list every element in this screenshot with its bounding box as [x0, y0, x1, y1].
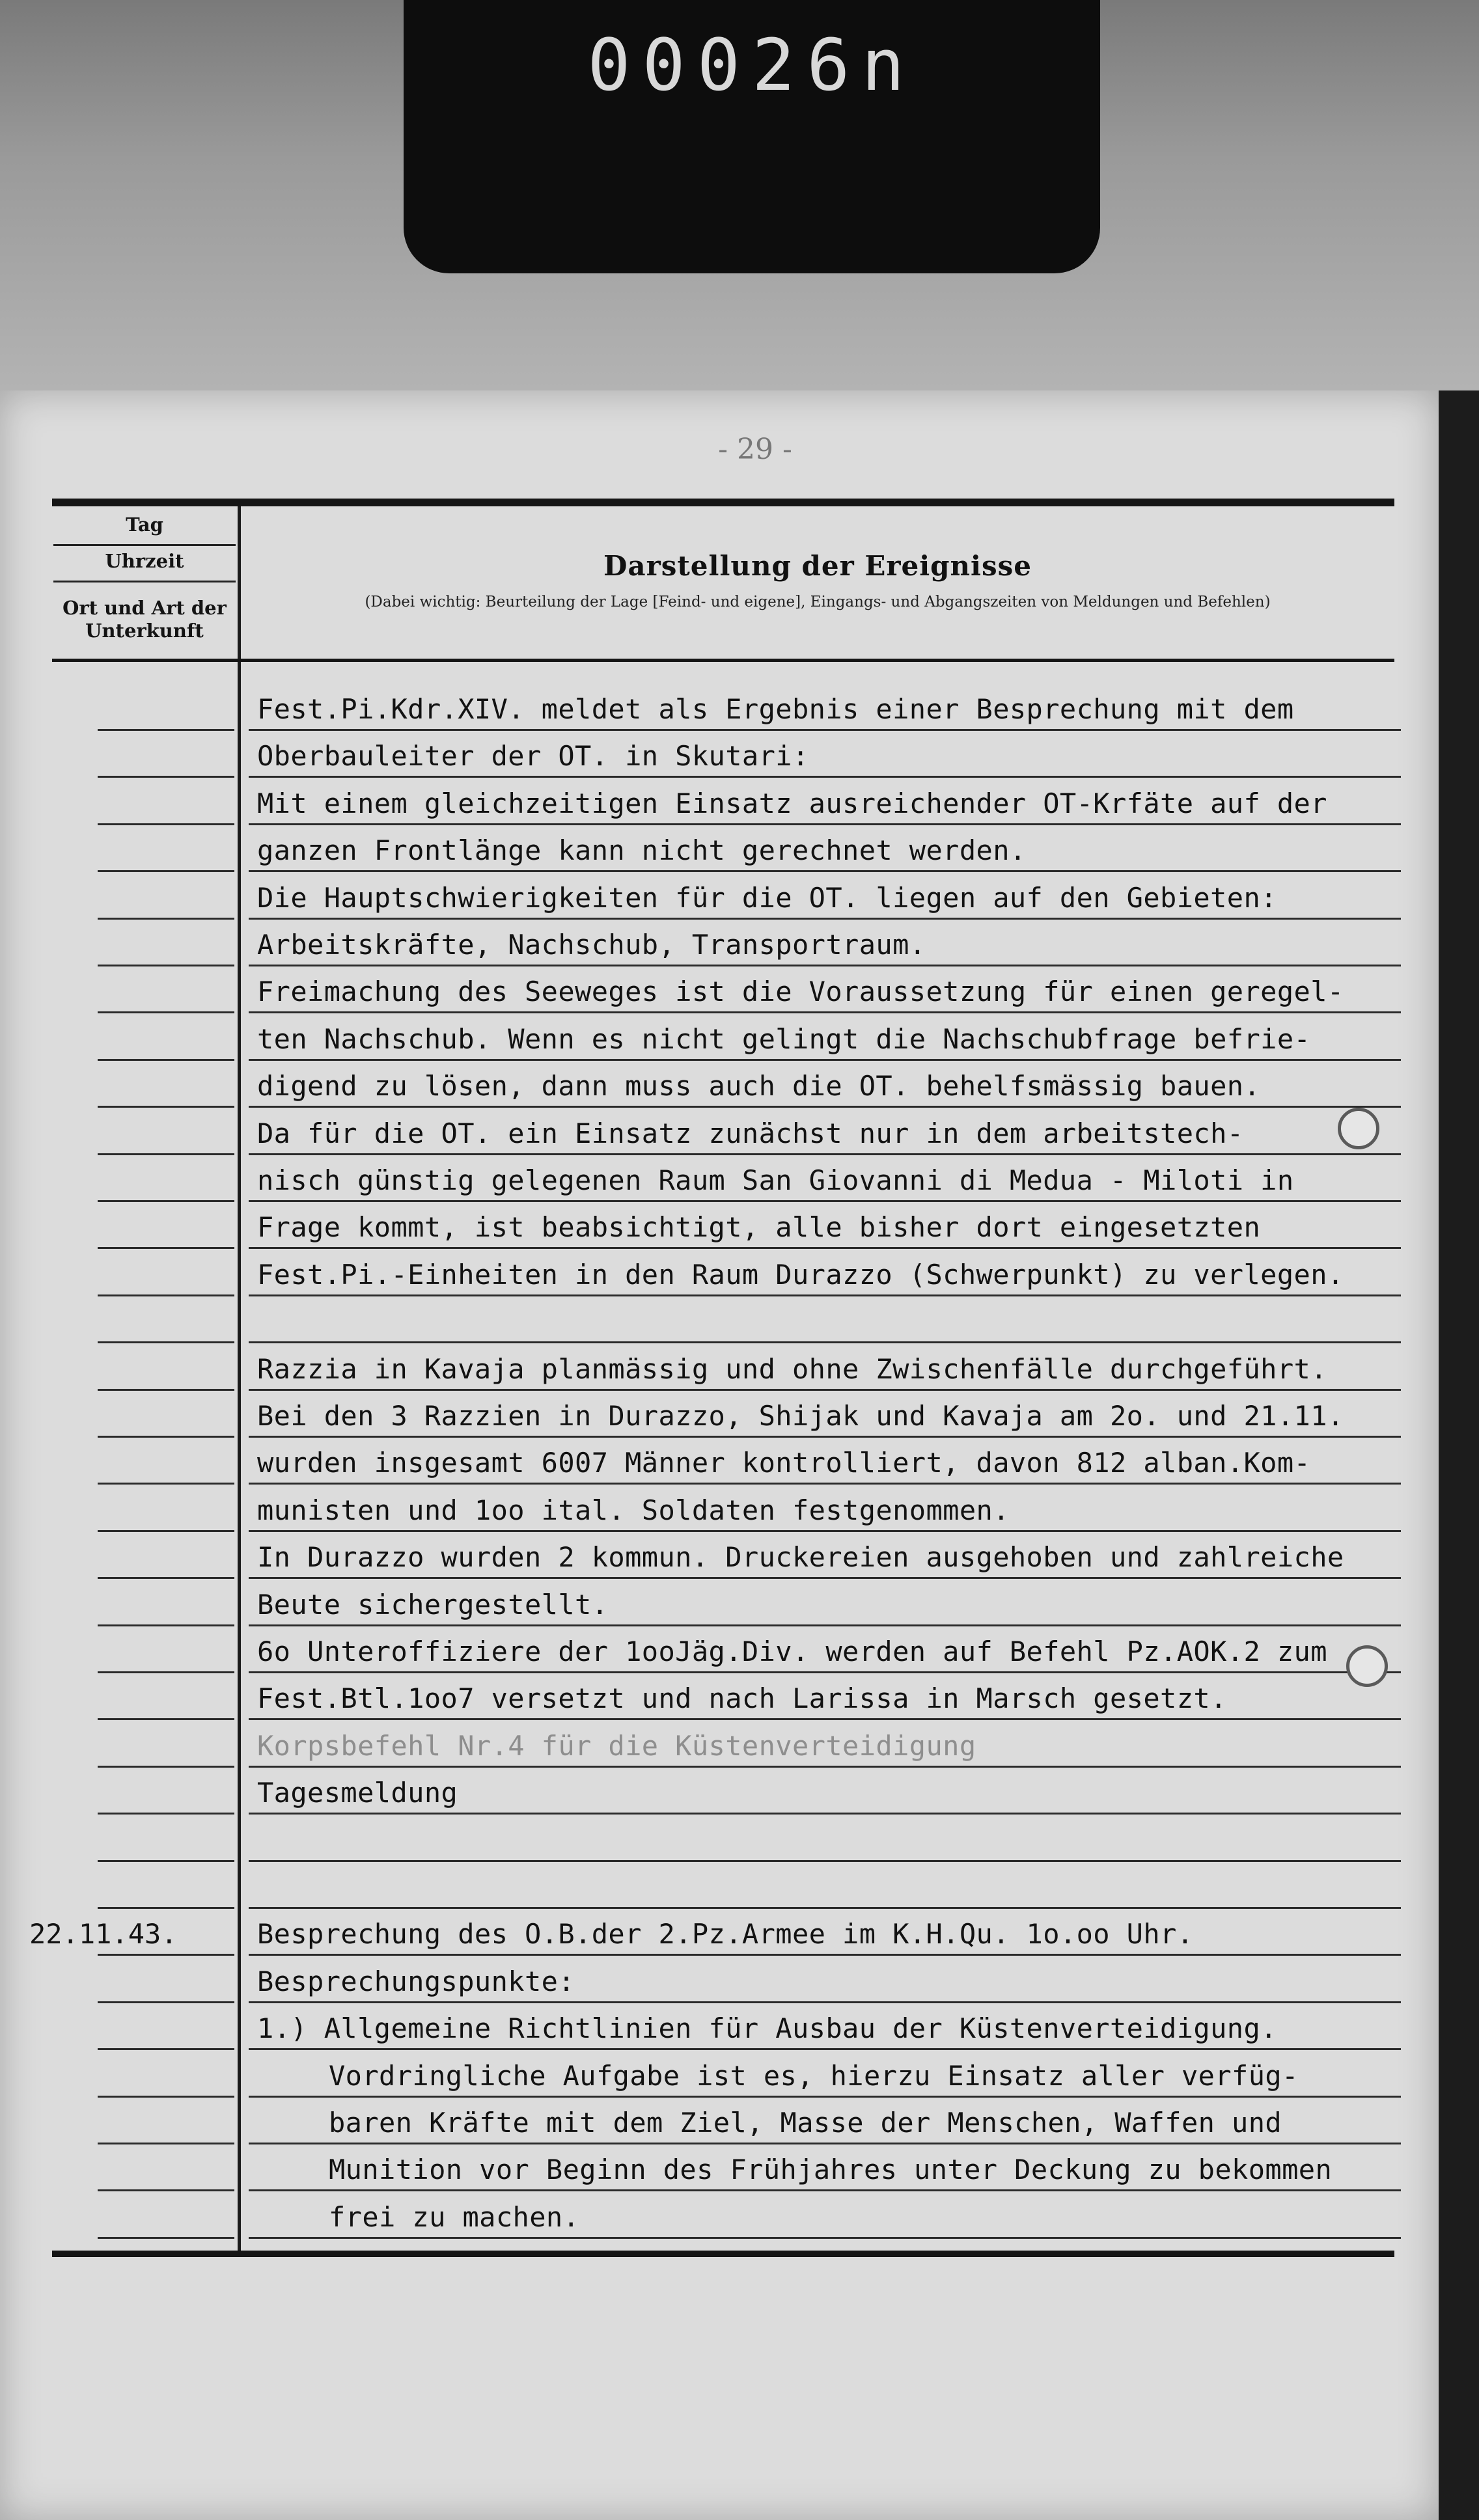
ruled-line-left [98, 729, 234, 731]
ruled-line-left [98, 1200, 234, 1202]
entry-date [29, 1962, 231, 2001]
entry-date [29, 1538, 231, 1577]
ruled-line-left [98, 870, 234, 872]
table-bottom-rule [52, 2251, 1394, 2257]
entry-text: baren Kräfte mit dem Ziel, Masse der Menschen, Waffen und [329, 2107, 1282, 2139]
ruled-line [249, 2237, 1401, 2239]
entry-text: 6o Unteroffiziere der 1ooJäg.Div. werden auf Befehl Pz.AOK.2 zum [257, 1636, 1327, 1667]
header-label-tag: Tag [126, 514, 163, 536]
ruled-line [249, 2143, 1401, 2144]
entry-text: Tagesmeldung [257, 1777, 458, 1809]
ruled-line-left [98, 1341, 234, 1343]
ruled-line-left [98, 1530, 234, 1532]
ruled-line [249, 1530, 1401, 1532]
entry-date [29, 1208, 231, 1247]
entry-date [29, 2057, 231, 2096]
entry-date [29, 925, 231, 965]
ruled-line-left [98, 1813, 234, 1815]
entry-text: digend zu lösen, dann muss auch die OT. behelfsmässig bauen. [257, 1070, 1261, 1102]
entry-date [29, 737, 231, 776]
ruled-line [249, 2001, 1401, 2003]
entry-text: 1.) Allgemeine Richtlinien für Ausbau der Küstenverteidigung. [257, 2012, 1277, 2044]
entry-text: Besprechungspunkte: [257, 1965, 575, 1997]
ruled-line-left [98, 1766, 234, 1768]
ruled-line [249, 965, 1401, 966]
header-label-ort: Ort und Art der [62, 597, 227, 619]
ruled-line [249, 1577, 1401, 1579]
ruled-line-left [98, 776, 234, 778]
entry-text: ten Nachschub. Wenn es nicht gelingt die Nachschubfrage befrie- [257, 1023, 1311, 1055]
entry-text: ganzen Frontlänge kann nicht gerechnet werden. [257, 834, 1027, 866]
page-number: - 29 - [718, 433, 792, 466]
ruled-line-left [98, 965, 234, 966]
ruled-line-left [98, 1389, 234, 1391]
ruled-line [249, 1341, 1401, 1343]
ruled-line [249, 1200, 1401, 1202]
entry-text: frei zu machen. [329, 2201, 580, 2233]
entry-date [29, 784, 231, 823]
ruled-line-left [98, 1718, 234, 1720]
ruled-line-left [98, 1059, 234, 1061]
ruled-line-left [98, 1106, 234, 1108]
entry-text: Arbeitskräfte, Nachschub, Transportraum. [257, 929, 926, 961]
ruled-line-left [98, 1954, 234, 1956]
ruled-line-left [98, 1011, 234, 1013]
entry-text: Bei den 3 Razzien in Durazzo, Shijak und Kavaja am 2o. und 21.11. [257, 1400, 1344, 1432]
ruled-line [249, 1294, 1401, 1296]
entry-text: Razzia in Kavaja planmässig und ohne Zwischenfälle durchgeführt. [257, 1353, 1327, 1385]
ruled-line-left [98, 2096, 234, 2098]
ruled-line-left [98, 1483, 234, 1485]
entry-text [257, 1821, 1403, 1860]
entry-text: Die Hauptschwierigkeiten für die OT. liegen auf den Gebieten: [257, 882, 1277, 914]
ruled-line [249, 870, 1401, 872]
ruled-line-left [98, 1671, 234, 1673]
entry-date: 22.11.43. [29, 1918, 178, 1950]
entry-date [29, 1632, 231, 1671]
entry-text: Fest.Pi.Kdr.XIV. meldet als Ergebnis einer Besprechung mit dem [257, 693, 1294, 725]
entry-date [29, 2198, 231, 2237]
entry-date [29, 2150, 231, 2189]
ruled-line-left [98, 1577, 234, 1579]
entry-text: Da für die OT. ein Einsatz zunächst nur in dem arbeitstech- [257, 1117, 1244, 1149]
ruled-line-left [98, 1294, 234, 1296]
entry-text: Besprechung des O.B.der 2.Pz.Armee im K.H.Qu. 1o.oo Uhr. [257, 1918, 1194, 1950]
ruled-line-left [98, 1247, 234, 1249]
entry-text [257, 1302, 1403, 1341]
ruled-line-left [98, 1860, 234, 1862]
punch-hole [1338, 1108, 1379, 1149]
ruled-line [249, 1860, 1401, 1862]
archive-counter-device [404, 0, 1100, 273]
ruled-line [249, 1247, 1401, 1249]
header-title: Darstellung der Ereignisse [603, 550, 1032, 582]
entry-date [29, 1020, 231, 1059]
ruled-line [249, 1766, 1401, 1768]
header-divider [53, 544, 236, 546]
entry-text: Frage kommt, ist beabsichtigt, alle bisher dort eingesetzten [257, 1211, 1261, 1243]
entry-date [29, 1491, 231, 1530]
ruled-line [249, 1153, 1401, 1155]
entry-date [29, 1868, 231, 1907]
entry-text [257, 1868, 1403, 1907]
ruled-line [249, 918, 1401, 920]
entry-date [29, 1161, 231, 1200]
entry-date [29, 1444, 231, 1483]
entry-text: In Durazzo wurden 2 kommun. Druckereien ausgehoben und zahlreiche [257, 1541, 1344, 1573]
entry-text: wurden insgesamt 6007 Männer kontrolliert, davon 812 alban.Kom- [257, 1447, 1311, 1479]
ruled-line [249, 1483, 1401, 1485]
entry-date [29, 1397, 231, 1436]
entry-text: Fest.Pi.-Einheiten in den Raum Durazzo (Schwerpunkt) zu verlegen. [257, 1259, 1344, 1291]
film-right-edge [1439, 390, 1479, 2520]
entry-text: Munition vor Beginn des Frühjahres unter Deckung zu bekommen [329, 2154, 1333, 2185]
header-label-unterkunft: Unterkunft [85, 620, 204, 642]
ruled-line-left [98, 1624, 234, 1626]
ruled-line [249, 1671, 1401, 1673]
entry-date [29, 1067, 231, 1106]
table-top-rule [52, 499, 1394, 506]
ruled-line [249, 1011, 1401, 1013]
ruled-line-left [98, 2189, 234, 2191]
ruled-line [249, 1389, 1401, 1391]
entry-text: Beute sichergestellt. [257, 1589, 609, 1621]
entry-date [29, 1585, 231, 1624]
entry-date [29, 690, 231, 729]
ruled-line-left [98, 2143, 234, 2144]
ruled-line-left [98, 2048, 234, 2050]
entry-date [29, 1774, 231, 1813]
ruled-line [249, 729, 1401, 731]
entry-date [29, 1821, 231, 1860]
ruled-line-left [98, 1436, 234, 1438]
ruled-line [249, 1436, 1401, 1438]
entry-text: Korpsbefehl Nr.4 für die Küstenverteidigung [257, 1730, 976, 1762]
entry-date [29, 1302, 231, 1341]
entry-text: Mit einem gleichzeitigen Einsatz ausreichender OT-Krfäte auf der [257, 788, 1327, 819]
ruled-line [249, 2189, 1401, 2191]
entry-text: nisch günstig gelegenen Raum San Giovanni di Medua - Miloti in [257, 1164, 1294, 1196]
ruled-line [249, 1813, 1401, 1815]
ruled-line-left [98, 1907, 234, 1909]
entry-date [29, 831, 231, 870]
ruled-line [249, 776, 1401, 778]
entry-text: Fest.Btl.1oo7 versetzt und nach Larissa in Marsch gesetzt. [257, 1682, 1227, 1714]
left-column-header [53, 506, 236, 659]
entry-text: Vordringliche Aufgabe ist es, hierzu Einsatz aller verfüg- [329, 2060, 1299, 2092]
column-divider [238, 506, 241, 2251]
ruled-line [249, 1106, 1401, 1108]
header-subtitle: (Dabei wichtig: Beurteilung der Lage [Feind- und eigene], Eingangs- und Abgangszeiten von Meldungen und Befehlen) [365, 594, 1271, 610]
ruled-line-left [98, 1153, 234, 1155]
header-label-uhrzeit: Uhrzeit [105, 550, 184, 572]
ruled-line [249, 1954, 1401, 1956]
entry-text: munisten und 1oo ital. Soldaten festgenommen. [257, 1494, 1010, 1526]
header-divider [53, 581, 236, 582]
header-bottom-rule [52, 659, 1394, 662]
ruled-line [249, 1907, 1401, 1909]
ruled-line [249, 2096, 1401, 2098]
ruled-line-left [98, 2001, 234, 2003]
archive-counter-digits: 00026n [587, 23, 917, 107]
entry-text: Freimachung des Seeweges ist die Voraussetzung für einen geregel- [257, 976, 1344, 1007]
entry-date [29, 879, 231, 918]
ruled-line [249, 1718, 1401, 1720]
entry-date [29, 1114, 231, 1153]
ruled-line [249, 1624, 1401, 1626]
punch-hole [1346, 1645, 1388, 1687]
entry-date [29, 2103, 231, 2143]
entry-date [29, 972, 231, 1011]
ruled-line-left [98, 918, 234, 920]
entry-text: Oberbauleiter der OT. in Skutari: [257, 740, 809, 772]
ruled-line [249, 1059, 1401, 1061]
entry-date [29, 1727, 231, 1766]
entry-date [29, 1255, 231, 1294]
entry-date [29, 1350, 231, 1389]
ruled-line-left [98, 2237, 234, 2239]
entry-date [29, 1679, 231, 1718]
entry-date [29, 2009, 231, 2048]
ruled-line [249, 823, 1401, 825]
ruled-line [249, 2048, 1401, 2050]
ruled-line-left [98, 823, 234, 825]
